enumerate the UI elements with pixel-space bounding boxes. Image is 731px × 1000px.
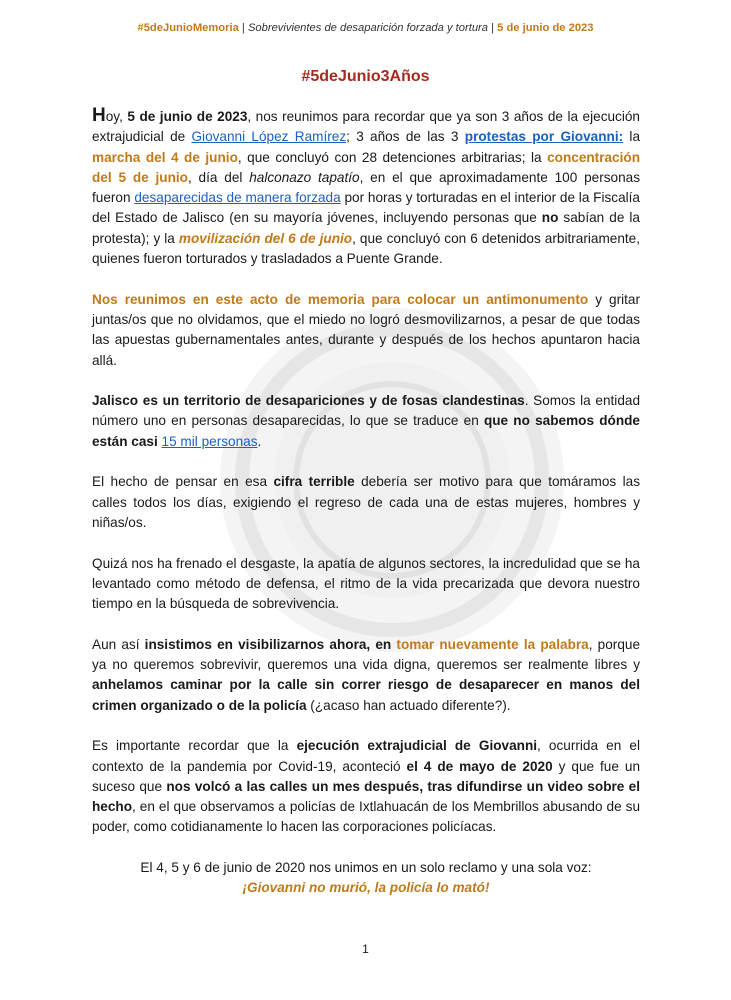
text-run: , que concluyó con 28 detenciones arbitrarias; la — [237, 149, 548, 165]
text-run: por horas y torturadas en el interior de la Fiscalía del Estado de Jalisco (en su mayoría jóvenes, incluyendo personas que — [92, 190, 640, 226]
header-tag: #5deJunioMemoria — [137, 22, 239, 34]
text-run: y gritar juntas/os que no olvidamos, que el miedo no logró desmovilizarnos, a pesar de que todas las apuestas gubernamentales antes, durante y después de los hechos apuntaron hacia allá. — [92, 291, 641, 368]
text-run: , en el que observamos a policías de Ixtlahuacán de los Membrillos abusando de su poder, como cotidianamente lo hacen las corporaciones policíacas. — [92, 799, 640, 835]
header-separator: | — [238, 22, 248, 34]
text-run: , día del — [187, 169, 250, 185]
bold-jalisco: Jalisco es un territorio de desapariciones y de fosas clandestinas — [92, 393, 525, 409]
highlight-tomar-palabra: tomar nuevamente la palabra — [396, 636, 589, 652]
text-run: Quizá nos ha frenado el desgaste, la apatía de algunos sectores, la incredulidad que se ha levantado como método de defensa, el ritmo de la vida precarizada que devora nuestro tiempo en la búsqueda de sobrevivencia. — [92, 555, 640, 612]
highlight-concentracion: concentración del 5 de junio — [92, 149, 641, 185]
date-emphasis: 5 de junio de 2023 — [127, 109, 248, 124]
highlight-marcha: marcha del 4 de junio — [92, 149, 238, 165]
bold-cifra: cifra terrible — [273, 474, 355, 490]
header-subtitle: Sobrevivientes de desaparición forzada y tortura — [247, 22, 488, 34]
link-desaparecidas[interactable]: desaparecidas de manera forzada — [134, 190, 341, 206]
header-date: 5 de junio de 2023 — [497, 22, 594, 34]
bold-insistimos: insistimos en visibilizarnos ahora, en — [144, 636, 397, 652]
paragraph-5 — [92, 554, 640, 615]
bold-no: no — [541, 210, 559, 226]
text-run: , en el que aproximadamente 100 personas fueron — [92, 169, 641, 206]
highlight-antimonumento: Nos reunimos en este acto de memoria para colocar un antimonumento — [92, 291, 589, 307]
paragraph-1 — [92, 106, 640, 269]
paragraph-2 — [92, 290, 640, 371]
text-run: Aun así — [92, 636, 145, 652]
closing-slogan: ¡Giovanni no murió, la policía lo mató! — [242, 880, 490, 896]
text-run: (¿acaso han actuado diferente?). — [306, 697, 511, 713]
highlight-movilizacion: movilización del 6 de junio — [178, 230, 353, 246]
page-number: 1 — [362, 942, 369, 956]
page-header — [0, 22, 731, 34]
text-run: la — [623, 129, 640, 145]
text-run: . Somos la entidad número uno en personas desaparecidas, lo que se traduce en — [92, 393, 640, 429]
text-run: , que concluyó con 6 detenidos arbitrariamente, quienes fueron torturados y trasladados a Puente Grande. — [92, 230, 641, 267]
text-run: Es importante recordar que la — [92, 738, 297, 754]
bold-anhelamos: anhelamos caminar por la calle sin correr riesgo de desaparecer en manos del crimen organizado o de la policía — [92, 677, 640, 713]
text-run: ; 3 años de las 3 — [346, 129, 465, 145]
text-run: oy, — [105, 109, 128, 124]
paragraph-7 — [92, 736, 640, 837]
document-title: #5deJunio3Años — [301, 68, 430, 85]
text-run: , porque ya no queremos sobrevivir, queremos una vida digna, queremos ser realmente libres y — [92, 636, 641, 673]
link-protestas[interactable]: protestas por Giovanni: — [464, 129, 624, 145]
bold-no-sabemos: que no sabemos dónde están casi — [92, 413, 640, 449]
text-run: . — [257, 433, 262, 449]
bold-fecha: el 4 de mayo de 2020 — [406, 758, 553, 774]
bold-nos-volco: nos volcó a las calles un mes después, tras difundirse un video sobre el hecho — [92, 778, 641, 815]
italic-halconazo: halconazo tapatío — [249, 169, 360, 185]
paragraph-3 — [92, 391, 640, 452]
paragraph-4 — [92, 472, 640, 533]
text-run: , nos reunimos para recordar que ya son 3 años de la ejecución extrajudicial de — [92, 109, 640, 145]
text-run: sabían de la protesta); y la — [92, 210, 640, 246]
paragraph-6 — [92, 635, 640, 716]
closing-block — [92, 858, 640, 899]
drop-cap: H — [92, 105, 106, 126]
link-giovanni[interactable]: Giovanni López Ramírez — [191, 129, 347, 145]
text-run: El hecho de pensar en esa — [92, 474, 274, 490]
text-run: debería ser motivo para que tomáramos las calles todos los días, exigiendo el regreso de cada una de estas mujeres, hombres y niñas/os. — [92, 474, 640, 530]
document-body — [92, 106, 640, 919]
bold-ejecucion: ejecución extrajudicial de Giovanni — [296, 738, 538, 754]
closing-line: El 4, 5 y 6 de junio de 2020 nos unimos en un solo reclamo y una sola voz: — [140, 859, 592, 875]
text-run: , ocurrida en el contexto de la pandemia por Covid-19, aconteció — [92, 738, 640, 774]
link-15-mil[interactable]: 15 mil personas — [161, 433, 258, 449]
text-run: y que fue un suceso que — [92, 758, 641, 794]
header-separator: | — [488, 22, 498, 34]
